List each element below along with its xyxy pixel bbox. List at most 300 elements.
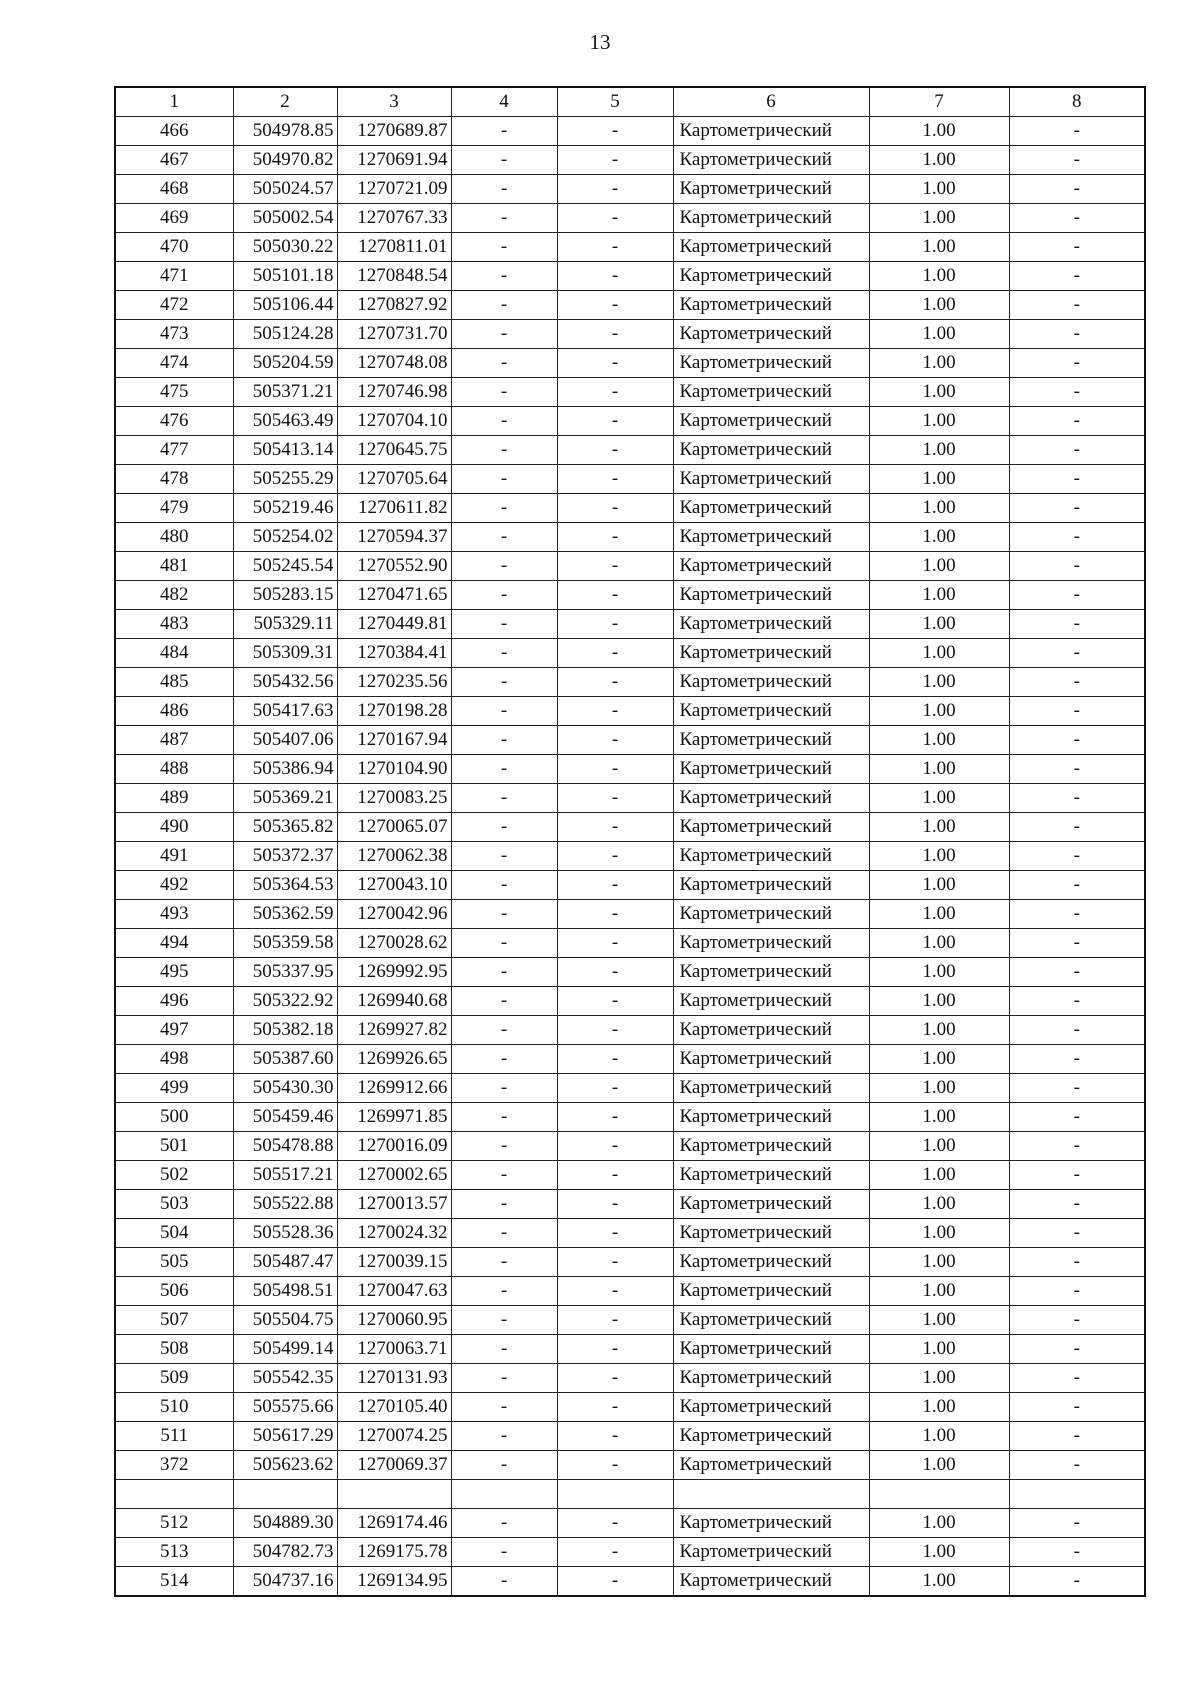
y-coordinate-cell: 1269926.65 (337, 1045, 451, 1074)
x-coordinate-cell: 505623.62 (233, 1451, 337, 1480)
table-row (115, 494, 1145, 523)
column-8-cell: - (1009, 436, 1145, 465)
point-number-cell: 493 (115, 900, 233, 929)
accuracy-cell: 1.00 (869, 813, 1009, 842)
column-4-cell: - (451, 1538, 557, 1567)
accuracy-cell: 1.00 (869, 1045, 1009, 1074)
x-coordinate-cell: 505030.22 (233, 233, 337, 262)
column-5-cell: - (557, 1306, 673, 1335)
point-number-cell: 479 (115, 494, 233, 523)
method-cell: Картометрический (673, 1364, 869, 1393)
point-number-cell: 500 (115, 1103, 233, 1132)
method-cell: Картометрический (673, 668, 869, 697)
column-8-cell: - (1009, 1016, 1145, 1045)
accuracy-cell: 1.00 (869, 755, 1009, 784)
method-cell: Картометрический (673, 639, 869, 668)
method-cell: Картометрический (673, 320, 869, 349)
x-coordinate-cell: 505522.88 (233, 1190, 337, 1219)
column-5-cell: - (557, 726, 673, 755)
accuracy-cell: 1.00 (869, 1074, 1009, 1103)
point-number-cell: 511 (115, 1422, 233, 1451)
column-8-cell: - (1009, 320, 1145, 349)
column-8-cell: - (1009, 523, 1145, 552)
method-cell: Картометрический (673, 378, 869, 407)
column-4-cell: - (451, 668, 557, 697)
accuracy-cell: 1.00 (869, 1103, 1009, 1132)
column-4-cell: - (451, 1016, 557, 1045)
y-coordinate-cell: 1269940.68 (337, 987, 451, 1016)
column-8-cell: - (1009, 1219, 1145, 1248)
method-cell: Картометрический (673, 523, 869, 552)
accuracy-cell: 1.00 (869, 726, 1009, 755)
column-8-cell: - (1009, 349, 1145, 378)
x-coordinate-cell: 504782.73 (233, 1538, 337, 1567)
page-number: 13 (589, 30, 611, 54)
x-coordinate-cell: 505369.21 (233, 784, 337, 813)
table-row (115, 1451, 1145, 1480)
point-number-cell (115, 1480, 233, 1509)
column-header: 2 (233, 87, 337, 117)
column-5-cell: - (557, 1277, 673, 1306)
column-4-cell: - (451, 610, 557, 639)
method-cell: Картометрический (673, 1161, 869, 1190)
column-8-cell: - (1009, 1393, 1145, 1422)
column-5-cell: - (557, 1422, 673, 1451)
method-cell: Картометрический (673, 1103, 869, 1132)
y-coordinate-cell: 1270552.90 (337, 552, 451, 581)
point-number-cell: 482 (115, 581, 233, 610)
x-coordinate-cell: 505499.14 (233, 1335, 337, 1364)
x-coordinate-cell: 505219.46 (233, 494, 337, 523)
column-5-cell: - (557, 842, 673, 871)
column-5-cell: - (557, 523, 673, 552)
column-4-cell: - (451, 1190, 557, 1219)
column-5-cell: - (557, 1219, 673, 1248)
column-5-cell: - (557, 465, 673, 494)
x-coordinate-cell: 505124.28 (233, 320, 337, 349)
x-coordinate-cell: 505504.75 (233, 1306, 337, 1335)
table-row (115, 1364, 1145, 1393)
accuracy-cell: 1.00 (869, 1335, 1009, 1364)
y-coordinate-cell: 1270104.90 (337, 755, 451, 784)
table-row (115, 204, 1145, 233)
x-coordinate-cell: 505407.06 (233, 726, 337, 755)
point-number-cell: 506 (115, 1277, 233, 1306)
column-8-cell: - (1009, 987, 1145, 1016)
column-8-cell: - (1009, 233, 1145, 262)
accuracy-cell: 1.00 (869, 1132, 1009, 1161)
point-number-cell: 499 (115, 1074, 233, 1103)
x-coordinate-cell: 505024.57 (233, 175, 337, 204)
x-coordinate-cell: 505362.59 (233, 900, 337, 929)
accuracy-cell: 1.00 (869, 204, 1009, 233)
column-5-cell: - (557, 871, 673, 900)
point-number-cell: 509 (115, 1364, 233, 1393)
column-5-cell: - (557, 668, 673, 697)
column-4-cell: - (451, 1045, 557, 1074)
y-coordinate-cell: 1269971.85 (337, 1103, 451, 1132)
point-number-cell: 471 (115, 262, 233, 291)
table-row (115, 755, 1145, 784)
point-number-cell: 483 (115, 610, 233, 639)
table-row (115, 1132, 1145, 1161)
method-cell: Картометрический (673, 987, 869, 1016)
column-8-cell: - (1009, 1422, 1145, 1451)
column-5-cell: - (557, 117, 673, 146)
column-8-cell: - (1009, 378, 1145, 407)
y-coordinate-cell: 1269992.95 (337, 958, 451, 987)
column-8-cell: - (1009, 581, 1145, 610)
method-cell: Картометрический (673, 581, 869, 610)
accuracy-cell: 1.00 (869, 1567, 1009, 1597)
x-coordinate-cell: 505371.21 (233, 378, 337, 407)
column-8-cell: - (1009, 291, 1145, 320)
method-cell: Картометрический (673, 1422, 869, 1451)
method-cell: Картометрический (673, 1132, 869, 1161)
accuracy-cell: 1.00 (869, 494, 1009, 523)
table-body (115, 117, 1145, 1597)
column-8-cell: - (1009, 1248, 1145, 1277)
method-cell: Картометрический (673, 494, 869, 523)
method-cell: Картометрический (673, 1451, 869, 1480)
point-number-cell: 508 (115, 1335, 233, 1364)
column-8-cell: - (1009, 1190, 1145, 1219)
column-4-cell: - (451, 1074, 557, 1103)
column-header: 1 (115, 87, 233, 117)
point-number-cell: 490 (115, 813, 233, 842)
x-coordinate-cell: 505459.46 (233, 1103, 337, 1132)
method-cell: Картометрический (673, 1190, 869, 1219)
y-coordinate-cell: 1270167.94 (337, 726, 451, 755)
method-cell: Картометрический (673, 291, 869, 320)
method-cell: Картометрический (673, 1277, 869, 1306)
point-number-cell: 513 (115, 1538, 233, 1567)
method-cell: Картометрический (673, 233, 869, 262)
column-8-cell: - (1009, 465, 1145, 494)
y-coordinate-cell: 1270062.38 (337, 842, 451, 871)
x-coordinate-cell: 505106.44 (233, 291, 337, 320)
accuracy-cell: 1.00 (869, 523, 1009, 552)
x-coordinate-cell: 505204.59 (233, 349, 337, 378)
x-coordinate-cell: 505478.88 (233, 1132, 337, 1161)
column-5-cell: - (557, 1335, 673, 1364)
column-4-cell: - (451, 494, 557, 523)
column-4-cell: - (451, 262, 557, 291)
point-number-cell: 466 (115, 117, 233, 146)
column-8-cell: - (1009, 871, 1145, 900)
accuracy-cell: 1.00 (869, 349, 1009, 378)
x-coordinate-cell: 505372.37 (233, 842, 337, 871)
x-coordinate-cell: 505575.66 (233, 1393, 337, 1422)
accuracy-cell: 1.00 (869, 784, 1009, 813)
method-cell: Картометрический (673, 407, 869, 436)
column-header: 3 (337, 87, 451, 117)
coordinates-table (114, 86, 1146, 1597)
x-coordinate-cell (233, 1480, 337, 1509)
column-4-cell: - (451, 1132, 557, 1161)
point-number-cell: 480 (115, 523, 233, 552)
y-coordinate-cell: 1269912.66 (337, 1074, 451, 1103)
method-cell: Картометрический (673, 1509, 869, 1538)
x-coordinate-cell: 505329.11 (233, 610, 337, 639)
point-number-cell: 496 (115, 987, 233, 1016)
column-4-cell: - (451, 900, 557, 929)
column-5-cell: - (557, 1567, 673, 1597)
accuracy-cell: 1.00 (869, 465, 1009, 494)
column-header: 6 (673, 87, 869, 117)
y-coordinate-cell: 1269134.95 (337, 1567, 451, 1597)
method-cell: Картометрический (673, 871, 869, 900)
accuracy-cell: 1.00 (869, 871, 1009, 900)
column-4-cell: - (451, 1161, 557, 1190)
column-8-cell: - (1009, 1451, 1145, 1480)
column-8-cell: - (1009, 1538, 1145, 1567)
x-coordinate-cell: 505417.63 (233, 697, 337, 726)
accuracy-cell: 1.00 (869, 1219, 1009, 1248)
point-number-cell: 475 (115, 378, 233, 407)
column-5-cell: - (557, 755, 673, 784)
point-number-cell: 478 (115, 465, 233, 494)
column-4-cell: - (451, 813, 557, 842)
column-4-cell: - (451, 523, 557, 552)
y-coordinate-cell: 1270198.28 (337, 697, 451, 726)
column-8-cell: - (1009, 1132, 1145, 1161)
table-row (115, 378, 1145, 407)
column-8-cell: - (1009, 204, 1145, 233)
y-coordinate-cell: 1270047.63 (337, 1277, 451, 1306)
accuracy-cell: 1.00 (869, 262, 1009, 291)
method-cell: Картометрический (673, 175, 869, 204)
y-coordinate-cell: 1270042.96 (337, 900, 451, 929)
column-4-cell (451, 1480, 557, 1509)
table-row (115, 871, 1145, 900)
method-cell: Картометрический (673, 1248, 869, 1277)
accuracy-cell: 1.00 (869, 1509, 1009, 1538)
table-row (115, 581, 1145, 610)
column-5-cell: - (557, 639, 673, 668)
y-coordinate-cell: 1270002.65 (337, 1161, 451, 1190)
point-number-cell: 497 (115, 1016, 233, 1045)
column-4-cell: - (451, 639, 557, 668)
column-4-cell: - (451, 465, 557, 494)
method-cell: Картометрический (673, 1074, 869, 1103)
y-coordinate-cell: 1270043.10 (337, 871, 451, 900)
column-4-cell: - (451, 146, 557, 175)
column-5-cell: - (557, 1074, 673, 1103)
accuracy-cell: 1.00 (869, 552, 1009, 581)
table-row (115, 1074, 1145, 1103)
method-cell: Картометрический (673, 697, 869, 726)
accuracy-cell: 1.00 (869, 1161, 1009, 1190)
y-coordinate-cell: 1270028.62 (337, 929, 451, 958)
accuracy-cell: 1.00 (869, 668, 1009, 697)
column-5-cell: - (557, 436, 673, 465)
accuracy-cell: 1.00 (869, 1277, 1009, 1306)
column-5-cell: - (557, 1161, 673, 1190)
y-coordinate-cell: 1270704.10 (337, 407, 451, 436)
point-number-cell: 481 (115, 552, 233, 581)
method-cell: Картометрический (673, 117, 869, 146)
column-8-cell: - (1009, 929, 1145, 958)
method-cell: Картометрический (673, 755, 869, 784)
table-row (115, 987, 1145, 1016)
point-number-cell: 503 (115, 1190, 233, 1219)
column-4-cell: - (451, 1277, 557, 1306)
method-cell: Картометрический (673, 436, 869, 465)
y-coordinate-cell: 1270065.07 (337, 813, 451, 842)
table-row (115, 1190, 1145, 1219)
column-5-cell: - (557, 320, 673, 349)
method-cell: Картометрический (673, 929, 869, 958)
accuracy-cell: 1.00 (869, 639, 1009, 668)
accuracy-cell: 1.00 (869, 929, 1009, 958)
method-cell: Картометрический (673, 349, 869, 378)
accuracy-cell: 1.00 (869, 842, 1009, 871)
point-number-cell: 504 (115, 1219, 233, 1248)
column-header: 4 (451, 87, 557, 117)
column-5-cell: - (557, 1538, 673, 1567)
table-row (115, 726, 1145, 755)
x-coordinate-cell: 505386.94 (233, 755, 337, 784)
y-coordinate-cell: 1270131.93 (337, 1364, 451, 1393)
table-row (115, 523, 1145, 552)
column-5-cell: - (557, 175, 673, 204)
method-cell: Картометрический (673, 813, 869, 842)
table-row (115, 1248, 1145, 1277)
column-5-cell: - (557, 813, 673, 842)
accuracy-cell: 1.00 (869, 1364, 1009, 1393)
column-header: 7 (869, 87, 1009, 117)
x-coordinate-cell: 505245.54 (233, 552, 337, 581)
accuracy-cell: 1.00 (869, 1016, 1009, 1045)
y-coordinate-cell: 1270384.41 (337, 639, 451, 668)
accuracy-cell: 1.00 (869, 987, 1009, 1016)
table-row (115, 1277, 1145, 1306)
accuracy-cell: 1.00 (869, 581, 1009, 610)
accuracy-cell: 1.00 (869, 175, 1009, 204)
accuracy-cell: 1.00 (869, 1538, 1009, 1567)
column-8-cell: - (1009, 1103, 1145, 1132)
header-row (115, 87, 1145, 117)
accuracy-cell: 1.00 (869, 1451, 1009, 1480)
column-4-cell: - (451, 349, 557, 378)
column-4-cell: - (451, 1248, 557, 1277)
table-row (115, 233, 1145, 262)
column-4-cell: - (451, 1219, 557, 1248)
point-number-cell: 467 (115, 146, 233, 175)
column-5-cell: - (557, 929, 673, 958)
table-row (115, 117, 1145, 146)
table-row (115, 900, 1145, 929)
column-5-cell: - (557, 1393, 673, 1422)
column-header: 8 (1009, 87, 1145, 117)
accuracy-cell: 1.00 (869, 1393, 1009, 1422)
y-coordinate-cell: 1270811.01 (337, 233, 451, 262)
table-row (115, 1393, 1145, 1422)
y-coordinate-cell: 1270074.25 (337, 1422, 451, 1451)
y-coordinate-cell: 1270705.64 (337, 465, 451, 494)
method-cell (673, 1480, 869, 1509)
table-row (115, 1161, 1145, 1190)
x-coordinate-cell: 504978.85 (233, 117, 337, 146)
column-5-cell: - (557, 1248, 673, 1277)
point-number-cell: 487 (115, 726, 233, 755)
column-4-cell: - (451, 1422, 557, 1451)
x-coordinate-cell: 505387.60 (233, 1045, 337, 1074)
table-row (115, 1538, 1145, 1567)
column-5-cell: - (557, 1190, 673, 1219)
y-coordinate-cell: 1270039.15 (337, 1248, 451, 1277)
y-coordinate-cell: 1269174.46 (337, 1509, 451, 1538)
column-8-cell: - (1009, 117, 1145, 146)
x-coordinate-cell: 505382.18 (233, 1016, 337, 1045)
column-8-cell: - (1009, 1306, 1145, 1335)
x-coordinate-cell: 504970.82 (233, 146, 337, 175)
accuracy-cell (869, 1480, 1009, 1509)
y-coordinate-cell: 1270748.08 (337, 349, 451, 378)
column-4-cell: - (451, 204, 557, 233)
column-8-cell: - (1009, 1364, 1145, 1393)
y-coordinate-cell: 1270063.71 (337, 1335, 451, 1364)
table-row (115, 813, 1145, 842)
accuracy-cell: 1.00 (869, 407, 1009, 436)
table-row (115, 1219, 1145, 1248)
column-5-cell: - (557, 1509, 673, 1538)
column-5-cell: - (557, 291, 673, 320)
y-coordinate-cell: 1270691.94 (337, 146, 451, 175)
method-cell: Картометрический (673, 1567, 869, 1597)
column-5-cell: - (557, 697, 673, 726)
x-coordinate-cell: 505322.92 (233, 987, 337, 1016)
point-number-cell: 472 (115, 291, 233, 320)
column-4-cell: - (451, 407, 557, 436)
method-cell: Картометрический (673, 1306, 869, 1335)
column-8-cell: - (1009, 494, 1145, 523)
point-number-cell: 498 (115, 1045, 233, 1074)
table-row (115, 784, 1145, 813)
method-cell: Картометрический (673, 262, 869, 291)
column-5-cell: - (557, 1045, 673, 1074)
x-coordinate-cell: 505283.15 (233, 581, 337, 610)
column-5-cell: - (557, 900, 673, 929)
column-5-cell: - (557, 494, 673, 523)
column-8-cell: - (1009, 900, 1145, 929)
y-coordinate-cell: 1270083.25 (337, 784, 451, 813)
table-row (115, 291, 1145, 320)
y-coordinate-cell: 1269175.78 (337, 1538, 451, 1567)
x-coordinate-cell: 505430.30 (233, 1074, 337, 1103)
column-5-cell: - (557, 1364, 673, 1393)
x-coordinate-cell: 505413.14 (233, 436, 337, 465)
column-4-cell: - (451, 871, 557, 900)
point-number-cell: 512 (115, 1509, 233, 1538)
y-coordinate-cell: 1270105.40 (337, 1393, 451, 1422)
method-cell: Картометрический (673, 842, 869, 871)
column-5-cell: - (557, 1451, 673, 1480)
column-4-cell: - (451, 842, 557, 871)
table-row (115, 958, 1145, 987)
x-coordinate-cell: 505617.29 (233, 1422, 337, 1451)
column-8-cell: - (1009, 262, 1145, 291)
column-8-cell: - (1009, 1335, 1145, 1364)
accuracy-cell: 1.00 (869, 1422, 1009, 1451)
y-coordinate-cell: 1270611.82 (337, 494, 451, 523)
point-number-cell: 473 (115, 320, 233, 349)
y-coordinate-cell: 1270721.09 (337, 175, 451, 204)
table-row (115, 407, 1145, 436)
accuracy-cell: 1.00 (869, 378, 1009, 407)
column-5-cell: - (557, 349, 673, 378)
